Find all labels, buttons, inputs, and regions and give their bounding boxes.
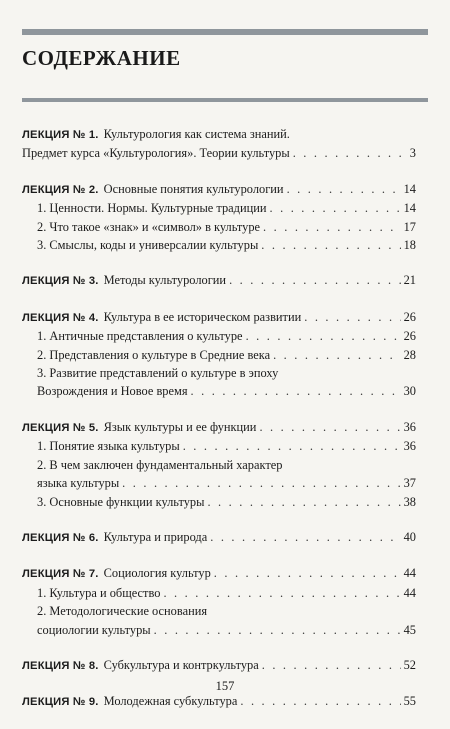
dot-leader	[273, 346, 401, 364]
dot-leader	[214, 564, 401, 582]
toc-entry[interactable]	[22, 271, 416, 290]
lecture-number: ЛЕКЦИЯ № 1.	[22, 129, 99, 141]
lecture-title-text: Основные понятия культурологии	[103, 181, 284, 196]
toc-subentry[interactable]	[22, 199, 416, 217]
lecture-title	[22, 564, 211, 583]
dot-leader	[207, 493, 400, 511]
dot-leader	[154, 621, 401, 639]
page-ref: 21	[403, 273, 416, 288]
lecture-number: ЛЕКЦИЯ № 4.	[22, 311, 99, 324]
subsection-title: 3. Развитие представлений о культуре в эпоху	[37, 366, 279, 381]
toc-subentry[interactable]	[22, 218, 416, 236]
dot-leader	[191, 382, 401, 400]
toc-subentry[interactable]	[22, 327, 416, 345]
lecture-title	[22, 271, 226, 290]
page-number: 157	[215, 679, 235, 693]
dot-leader	[304, 308, 400, 326]
subsection-title: 3. Основные функции культуры	[37, 494, 205, 509]
lecture-title-text: Культурология как система знаний.	[103, 127, 290, 141]
lecture-title	[22, 418, 256, 437]
toc-entry[interactable]	[22, 418, 416, 437]
lecture-title	[22, 528, 207, 547]
subsection-title: 2. Методологические основания	[37, 604, 208, 619]
toc-subentry[interactable]	[22, 236, 416, 254]
toc-entry[interactable]	[22, 656, 416, 675]
dot-leader	[122, 474, 400, 492]
page-ref: 18	[403, 238, 416, 253]
lecture-title	[22, 180, 284, 199]
subsection-title: Возрождения и Новое время	[37, 384, 188, 399]
dot-leader	[287, 180, 401, 198]
lecture-number: ЛЕКЦИЯ № 7.	[22, 568, 99, 581]
subsection-title: социологии культуры	[37, 622, 151, 637]
page-ref: 3	[409, 146, 416, 161]
dot-leader	[261, 236, 400, 254]
page-ref: 14	[403, 201, 416, 216]
page-ref: 40	[403, 529, 416, 544]
subsection-title: 1. Понятие языка культуры	[37, 439, 180, 454]
toc-entry[interactable]	[22, 180, 416, 199]
subsection-title: 1. Античные представления о культуре	[37, 329, 243, 344]
toc-entry[interactable]	[22, 692, 416, 711]
subsection-title: 1. Культура и общество	[37, 585, 161, 600]
lecture-title-text: Субкультура и контркультура	[103, 657, 259, 672]
toc-entry[interactable]	[22, 528, 416, 547]
dot-leader	[270, 199, 401, 217]
dot-leader	[240, 692, 400, 710]
toc-lecture	[22, 125, 416, 163]
toc-subentry[interactable]	[22, 346, 416, 364]
subsection-title: языка культуры	[37, 476, 120, 491]
lecture-title	[22, 125, 290, 144]
lecture-title-text: Социология культур	[103, 566, 211, 581]
header-rule-top	[22, 29, 428, 35]
subsection-title: 1. Ценности. Нормы. Культурные традиции	[37, 201, 267, 216]
toc-subentry[interactable]	[22, 382, 416, 400]
dot-leader	[229, 271, 401, 289]
toc-entry[interactable]	[22, 564, 416, 583]
lecture-title	[22, 692, 237, 711]
toc-lecture	[22, 656, 416, 675]
toc-subentry[interactable]	[22, 621, 416, 639]
dot-leader	[163, 584, 400, 602]
lecture-title-text: Молодежная субкультура	[103, 694, 238, 709]
page-ref: 44	[403, 585, 416, 600]
lecture-number: ЛЕКЦИЯ № 6.	[22, 531, 99, 544]
dot-leader	[263, 218, 401, 236]
page-ref: 55	[403, 694, 416, 709]
dot-leader	[259, 418, 400, 436]
toc-lecture	[22, 271, 416, 290]
lecture-title-text: Методы культурологии	[103, 273, 227, 288]
page-title: СОДЕРЖАНИЕ	[22, 46, 181, 70]
toc-lecture	[22, 528, 416, 547]
dot-leader	[183, 437, 401, 455]
page-ref: 26	[403, 329, 416, 344]
lecture-number: ЛЕКЦИЯ № 3.	[22, 275, 99, 288]
toc-subentry[interactable]	[22, 474, 416, 492]
subsection-title: 3. Смыслы, коды и универсалии культуры	[37, 238, 259, 253]
page-ref: 17	[403, 219, 416, 234]
toc-subentry[interactable]	[22, 437, 416, 455]
toc-subentry[interactable]	[22, 602, 416, 620]
lecture-title-text: Язык культуры и ее функции	[103, 419, 257, 434]
page-ref: 26	[403, 309, 416, 324]
toc-lecture	[22, 418, 416, 511]
toc-lecture	[22, 180, 416, 255]
toc-lecture	[22, 308, 416, 401]
subsection-title: 2. В чем заключен фундаментальный характер	[37, 457, 283, 472]
lecture-title-text: Культура и природа	[103, 529, 208, 544]
lecture-title: Предмет курса «Культурология». Теории культуры	[22, 146, 290, 161]
table-of-contents	[22, 125, 416, 729]
lecture-title	[22, 308, 301, 327]
lecture-title-text: Культура в ее историческом развитии	[103, 309, 302, 324]
page-ref: 37	[403, 476, 416, 491]
lecture-number: ЛЕКЦИЯ № 8.	[22, 659, 99, 672]
dot-leader	[293, 144, 407, 162]
dot-leader	[262, 656, 401, 674]
dot-leader	[210, 528, 400, 546]
toc-subentry[interactable]	[22, 493, 416, 511]
toc-entry[interactable]	[22, 125, 416, 144]
page-ref: 44	[403, 566, 416, 581]
subsection-title: 2. Что такое «знак» и «символ» в культуре	[37, 219, 261, 234]
toc-subentry[interactable]	[22, 364, 416, 382]
toc-entry[interactable]	[22, 308, 416, 327]
lecture-title	[22, 656, 259, 675]
toc-entry[interactable]	[22, 144, 416, 162]
page-ref: 38	[403, 494, 416, 509]
page-ref: 45	[403, 622, 416, 637]
page-ref: 14	[403, 181, 416, 196]
subsection-title: 2. Представления о культуре в Средние века	[37, 347, 271, 362]
toc-subentry[interactable]	[22, 456, 416, 474]
page-ref: 28	[403, 347, 416, 362]
dot-leader	[246, 327, 401, 345]
page-ref: 36	[403, 419, 416, 434]
toc-lecture	[22, 692, 416, 711]
lecture-number: ЛЕКЦИЯ № 5.	[22, 421, 99, 434]
page-ref: 52	[403, 657, 416, 672]
toc-lecture	[22, 564, 416, 639]
header-rule-bottom	[22, 98, 428, 102]
lecture-number: ЛЕКЦИЯ № 2.	[22, 183, 99, 196]
lecture-number: ЛЕКЦИЯ № 9.	[22, 696, 99, 709]
page-ref: 30	[403, 384, 416, 399]
page-ref: 36	[403, 439, 416, 454]
toc-subentry[interactable]	[22, 584, 416, 602]
